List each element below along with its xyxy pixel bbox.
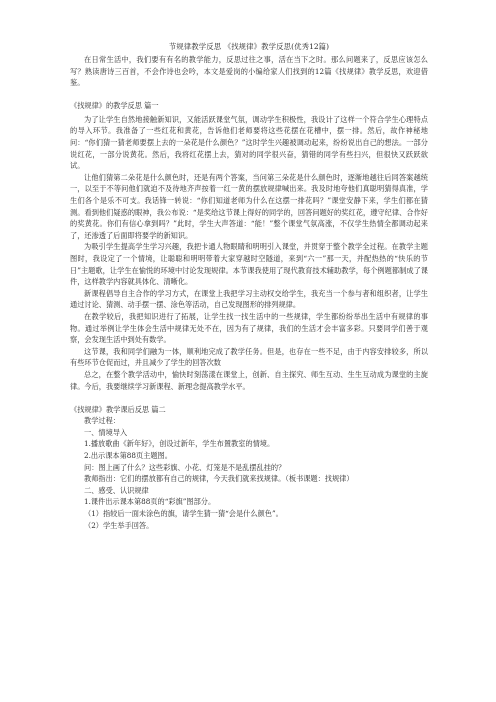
section-2-line: （2）学生举手回答。 xyxy=(84,520,154,530)
section-2-line: 1.课件出示课本第88页的“彩旗”图部分。 xyxy=(84,497,216,507)
section-1-heading: 《找规律》的教学反思 篇一 xyxy=(70,101,159,111)
section-1 xyxy=(70,100,428,392)
section-2-line: 二、感受、认识规律 xyxy=(84,485,149,495)
section-2-line: 问：图上画了什么？这些彩旗、小花、灯笼是不是乱摆乱挂的？ xyxy=(84,462,286,472)
section-2-line: （1）指较后一面未涂色的旗，请学生猜一猜“会是什么颜色”。 xyxy=(84,508,283,518)
section-2-line: 一、情境导入 xyxy=(84,427,128,437)
section-2-line: 2.出示课本第88页主题图。 xyxy=(84,451,172,460)
section-1-paragraph: 总之，在整个教学活动中，愉快时刻荡漾在课堂上，创新、自主探究、师生互动、生生互动成为课堂的主旋律。今后，我要继续学习新课程、新理念提高教学水平。 xyxy=(70,369,428,391)
section-1-paragraph: 这节课，我和同学们融为一体，顺利地完成了教学任务。但是，也存在一些不足，由于内容安排较多，所以有些环节仓促而过，并且减少了学生的回答次数 xyxy=(70,346,428,368)
intro-paragraph: 在日常生活中，我们要有有名的教学能力，反思过往之事，活在当下之时。那么问题来了，反思应该怎么写？熟读唐诗三百首，不会作诗也会吟，本文是爱岗的小编给家人们找到的12篇《找规律》教学反思，欢迎借鉴。 xyxy=(70,55,428,88)
section-2 xyxy=(70,404,428,532)
section-2-line: 教师指出：它们的摆放都有自己的规律，今天我们就来找规律。（板书课题：找规律） xyxy=(84,474,354,484)
section-1-paragraph: 为了让学生自然地接触新知识，又能活跃课堂气氛，调动学生积极性，我设计了这样一个符合学生心理特点的导入环节。我准备了一些红花和黄花，告诉他们老师要将这些花摆在花槽中，摆一排。然后，故作神秘地问：“你们猜一猜老师要摆上去的一朵花是什么颜色？”这时学生兴趣被调动起来，纷纷说出自己的想法。一部分说红花，一部分说黄花。然后，我将红花摆上去，猜对的同学很兴奋，猜错的同学有些扫兴，但很快又跃跃欲试。 xyxy=(70,114,428,171)
section-1-paragraph: 为吸引学生提高学生学习兴趣，我把卡通人物眼睛和明明引入课堂，并贯穿于整个教学全过程。在教学主题图时，我设定了一个情境，让聪聪和明明带着大家穿越时空隧道，来到“六一”那一天，并配热热的“快乐的节日”主题歌，让学生在愉悦的环境中讨论发现规律。本节课我使用了现代教育技术辅助教学，每个例题都制成了课件，这样教学内容就具体化、清晰化。 xyxy=(70,242,428,287)
section-1-paragraph: 新课程倡导自主合作的学习方式，在课堂上我把学习主动权交给学生，我充当一个参与者和组织者，让学生通过讨论、猜测、动手摆一摆、涂色等活动，自己发现图形的排列规律。 xyxy=(70,288,428,310)
section-2-line: 教学过程： xyxy=(84,416,120,426)
section-2-heading: 《找规律》教学课后反思 篇二 xyxy=(70,404,166,414)
section-1-paragraph: 在教学较后，我把知识进行了拓展，让学生找一找生活中的一些规律，学生都纷纷举出生活中有规律的事物。通过举例让学生体会生活中规律无处不在，因为有了规律，我们的生活才会丰富多彩。只要同学们善于观察，会发现生活中到处有数学。 xyxy=(70,311,428,345)
section-1-paragraph: 让他们猜第二朵花是什么颜色时，还是有两个答案，当问第三朵花是什么颜色时，逐渐地越往后同答案越统一，以至于不等问他们就迫不及待地齐声按着一红一黄的摆放规律喊出来。我及时地夸他们真聪明猜得真准，学生们各个是乐不可支。我话锋一转说：“你们知道老师为什么在这摆一排花吗？”课堂安静下来，学生们都在猜测。看到他们疑惑的眼神，我公布说：“是奖给这节课上得好的同学的，回答问题好的奖红花，遵守纪律、合作好的奖黄花。你们有信心拿到吗？”此时，学生大声答道：“能！”整个课堂气氛高涨，不仅学生热情全都调动起来了，还渗透了后面即将要学的新知识。 xyxy=(70,172,428,240)
document-title: 节规律教学反思 《找规律》教学反思(优秀12篇) xyxy=(168,42,330,51)
section-2-line: 1.播放歌曲《新年好》，创设过新年，学生布置教室的情境。 xyxy=(84,439,275,449)
